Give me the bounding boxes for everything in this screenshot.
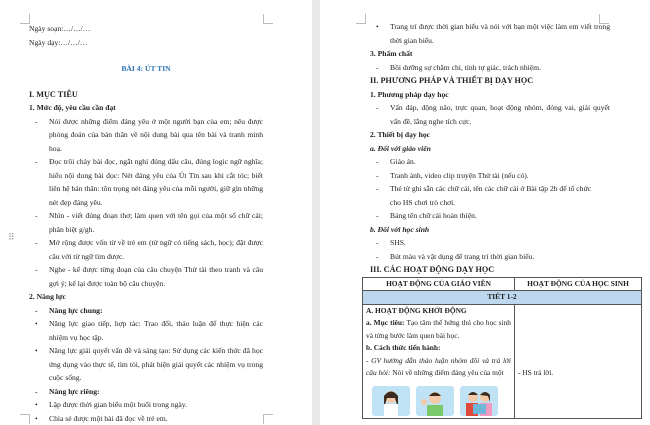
- illustrations: [372, 386, 511, 416]
- list-item: - Nhìn - viết đúng đoạn thơ; làm quen với tên gọi của một số chữ cái; phân biệt g/gh.: [35, 211, 263, 234]
- section-heading: I. MỤC TIÊU: [29, 89, 78, 99]
- page-1-content: [29, 22, 263, 425]
- document-page-2: [320, 0, 650, 425]
- list-item: • Trang trí được thời gian biểu và nói với bạn một việc làm em viết trong thời gian biểu.: [376, 22, 610, 45]
- list-item: - Nói được những điểm đáng yêu ở một người bạn của em; nêu được phỏng đoán của bản thân về nội dung bài qua tên bài và tranh minh hoạ.: [35, 116, 263, 153]
- activities-table: [362, 277, 642, 419]
- lesson-title: BÀI 4: ÚT TIN: [121, 64, 171, 73]
- list-item: - Giáo án.: [376, 157, 416, 166]
- procedure-label: b. Cách thức tiến hành:: [366, 343, 441, 352]
- list-item: - Bảng tên chữ cái hoàn thiện.: [376, 211, 477, 220]
- list-item: - Năng lực chung:: [35, 305, 103, 315]
- margin-corner: [356, 14, 366, 24]
- children-reading-illustration: [460, 386, 498, 416]
- section-heading: II. PHƯƠNG PHÁP VÀ THIẾT BỊ DẠY HỌC: [370, 76, 534, 85]
- subheading: b. Đối với học sinh: [370, 224, 430, 234]
- column-header: HOẠT ĐỘNG CỦA GIÁO VIÊN: [363, 277, 515, 291]
- activity-title: A. HOẠT ĐỘNG KHỞI ĐỘNG: [366, 305, 467, 315]
- margin-corner: [263, 14, 273, 24]
- margin-corner: [263, 414, 273, 424]
- list-item: - Bồi dưỡng sự chăm chỉ, tính tự giác, trách nhiệm.: [376, 62, 541, 72]
- student-answer: - HS trả lời.: [518, 367, 554, 377]
- list-item: • Năng lực giải quyết vấn đề và sáng tạo: Sử dụng các kiến thức đã học ứng dụng vào thực tế, tìm tòi, phát hiện giải quyết các nhiệm vụ trong cuộc sống.: [35, 346, 263, 382]
- girl-illustration: [372, 386, 410, 416]
- list-item: • Chia sẻ được một bài đã đọc về trẻ em.: [35, 413, 168, 423]
- procedure-text: - GV hướng dẫn thảo luận nhóm đôi và trả lời câu hỏi: Nói về những điểm đáng yêu của một: [366, 355, 511, 377]
- document-page-1: [0, 0, 312, 425]
- list-item: - Mở rộng được vốn từ về trẻ em (từ ngữ có tiếng sách, học); đặt được câu với từ ngữ tìm được.: [35, 238, 263, 261]
- list-item: - Bút màu và vật dụng để trang trí thời gian biểu.: [376, 251, 535, 261]
- teacher-activity-cell: [363, 304, 515, 418]
- date-prepared: Ngày soạn:…/…/…: [29, 24, 91, 33]
- subheading: a. Đối với giáo viên: [370, 143, 431, 153]
- subheading: 2. Thiết bị dạy học: [370, 130, 430, 139]
- page-2-content: [366, 20, 629, 419]
- subheading: 3. Phẩm chất: [370, 49, 413, 58]
- subheading: 1. Phương pháp dạy học: [370, 89, 449, 99]
- list-item: - Thẻ từ ghi sẵn các chữ cái, tên các chữ cái ở Bài tập 2b để tổ chức cho HS chơi trò chơi.: [376, 184, 591, 207]
- subheading: 2. Năng lực: [29, 292, 66, 301]
- list-item: - Tranh ảnh, video clip truyện Thử tài (nếu có).: [376, 170, 529, 180]
- date-taught: Ngày dạy:…/…/…: [29, 37, 88, 47]
- goal-text: a. Mục tiêu: Tạo tâm thế hứng thú cho học sinh và từng bước làm quen bài học.: [366, 318, 511, 340]
- list-item: - Năng lực riêng:: [35, 386, 100, 396]
- list-item: - Nghe - kể được từng đoạn của câu chuyện Thử tài theo tranh và câu gợi ý; kể lại được toàn bộ câu chuyện.: [35, 265, 263, 288]
- boy-illustration: [416, 386, 454, 416]
- subheading: 1. Mức độ, yêu cầu cần đạt: [29, 103, 116, 112]
- list-item: • Lập được thời gian biểu một buổi trong ngày.: [35, 400, 187, 409]
- period-row: TIẾT 1-2: [363, 291, 642, 305]
- student-activity-cell: [515, 304, 642, 418]
- column-header: HOẠT ĐỘNG CỦA HỌC SINH: [515, 277, 642, 291]
- list-item: - Vấn đáp, động não, trực quan, hoạt động nhóm, đóng vai, giải quyết vấn đề, lắng nghe tích cực.: [376, 103, 610, 126]
- drag-handle-icon[interactable]: ⠿: [8, 232, 14, 242]
- list-item: • Năng lực giao tiếp, hợp tác: Trao đổi, thảo luận để thực hiện các nhiệm vụ học tập.: [35, 319, 263, 342]
- section-heading: III. CÁC HOẠT ĐỘNG DẠY HỌC: [370, 265, 495, 274]
- list-item: - SHS.: [376, 238, 406, 247]
- list-item: - Đọc trôi chảy bài đọc, ngắt nghỉ đúng dấu câu, đúng logic ngữ nghĩa; hiểu nội dung bài đọc: Nét đáng yêu của Út Tin sau khi cắt tóc; biết liên hệ bản thân: tôn trọng nét đáng yêu của mỗi người, giữ gìn những nét đẹp đáng yêu.: [35, 157, 263, 207]
